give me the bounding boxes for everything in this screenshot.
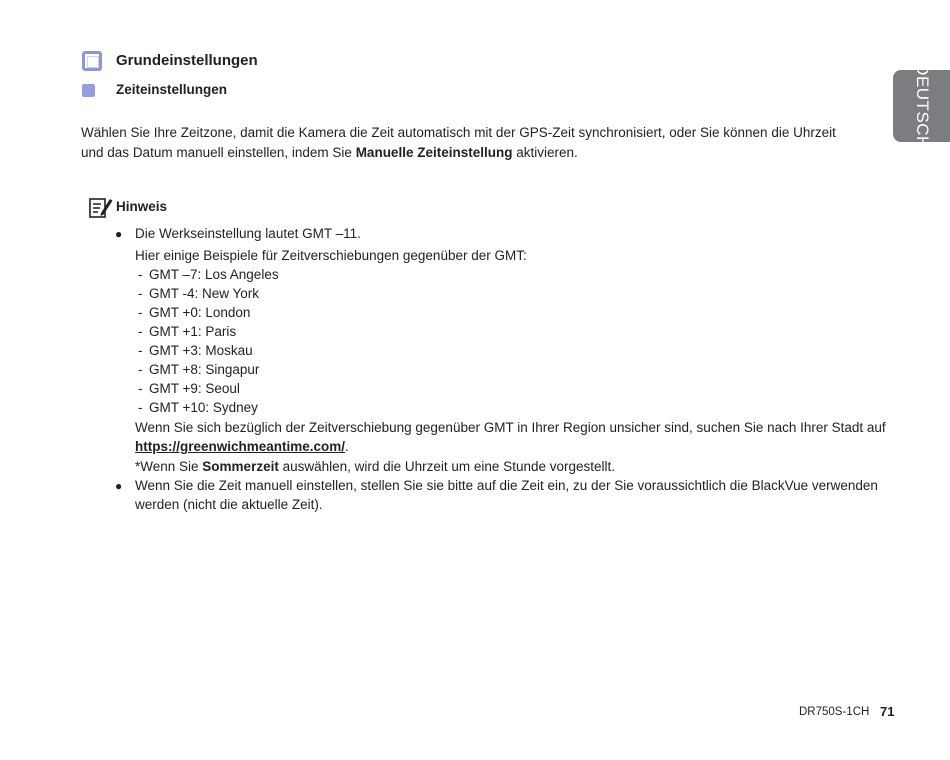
section-square-icon bbox=[82, 51, 102, 71]
dst-post: auswählen, wird die Uhrzeit um eine Stunde vorgestellt. bbox=[278, 459, 616, 474]
timezone-example: - GMT +8: Singapur bbox=[138, 362, 260, 377]
language-tab-label: DEUTSCH bbox=[912, 63, 932, 149]
link-period: . bbox=[345, 439, 349, 454]
timezone-example-text: GMT +0: London bbox=[149, 305, 251, 320]
subsection-title: Zeiteinstellungen bbox=[116, 82, 228, 97]
timezone-example-text: GMT +1: Paris bbox=[149, 324, 237, 339]
note-pencil-icon bbox=[89, 196, 113, 218]
intro-bold-setting: Manuelle Zeiteinstellung bbox=[355, 144, 513, 160]
timezone-example: - GMT +9: Seoul bbox=[138, 381, 240, 396]
page-number: 71 bbox=[880, 704, 895, 719]
timezone-example-text: GMT +9: Seoul bbox=[149, 381, 240, 396]
note-title: Hinweis bbox=[116, 199, 168, 214]
section-title: Grundeinstellungen bbox=[116, 52, 258, 69]
footer-model: DR750S-1CH bbox=[799, 706, 870, 718]
dst-bold: Sommerzeit bbox=[202, 459, 279, 474]
timezone-example: - GMT +3: Moskau bbox=[138, 343, 253, 358]
timezone-example: - GMT -4: New York bbox=[138, 286, 260, 301]
timezone-example-text: GMT +8: Singapur bbox=[149, 362, 260, 377]
greenwich-link[interactable]: https://greenwichmeantime.com/ bbox=[135, 439, 346, 454]
language-tab bbox=[893, 63, 950, 149]
intro-paragraph bbox=[81, 123, 851, 162]
timezone-example-text: GMT +3: Moskau bbox=[149, 343, 253, 358]
timezone-example-text: GMT -4: New York bbox=[149, 286, 260, 301]
note-dst-line bbox=[135, 457, 615, 476]
timezone-example: - GMT –7: Los Angeles bbox=[138, 267, 279, 282]
intro-line-1: Wählen Sie Ihre Zeitzone, damit die Kamera die Zeit automatisch mit der GPS-Zeit synchronisiert, oder Sie können die Uhrzeit und das bbox=[81, 125, 836, 160]
note-region-text: Wenn Sie sich bezüglich der Zeitverschiebung gegenüber GMT in Ihrer Region unsicher sind, suchen Sie nach Ihrer Stadt auf bbox=[135, 420, 886, 435]
bullet-1-marker: ● bbox=[115, 227, 123, 241]
bullet-2-marker: ● bbox=[115, 479, 123, 493]
note-factory-default: Die Werkseinstellung lautet GMT –11. bbox=[135, 226, 361, 241]
subsection-square-icon bbox=[82, 84, 95, 97]
note-examples-intro: Hier einige Beispiele für Zeitverschiebungen gegenüber der GMT: bbox=[135, 248, 527, 263]
dst-pre: *Wenn Sie bbox=[135, 459, 203, 474]
timezone-example: - GMT +10: Sydney bbox=[138, 400, 258, 415]
timezone-example: - GMT +0: London bbox=[138, 305, 251, 320]
timezone-example: - GMT +1: Paris bbox=[138, 324, 237, 339]
timezone-example-text: GMT –7: Los Angeles bbox=[149, 267, 279, 282]
intro-line-2-pre: Datum manuell einstellen, indem Sie bbox=[132, 144, 356, 160]
note-link-line bbox=[135, 437, 349, 456]
timezone-example-text: GMT +10: Sydney bbox=[149, 400, 258, 415]
intro-line-2-post: aktivieren. bbox=[512, 144, 578, 160]
note-manual-time-line-1: Wenn Sie die Zeit manuell einstellen, stellen Sie sie bitte auf die Zeit ein, zu der Sie voraussichtlich die BlackVue verwenden bbox=[135, 478, 878, 493]
note-manual-time-line-2: werden (nicht die aktuelle Zeit). bbox=[135, 497, 323, 512]
